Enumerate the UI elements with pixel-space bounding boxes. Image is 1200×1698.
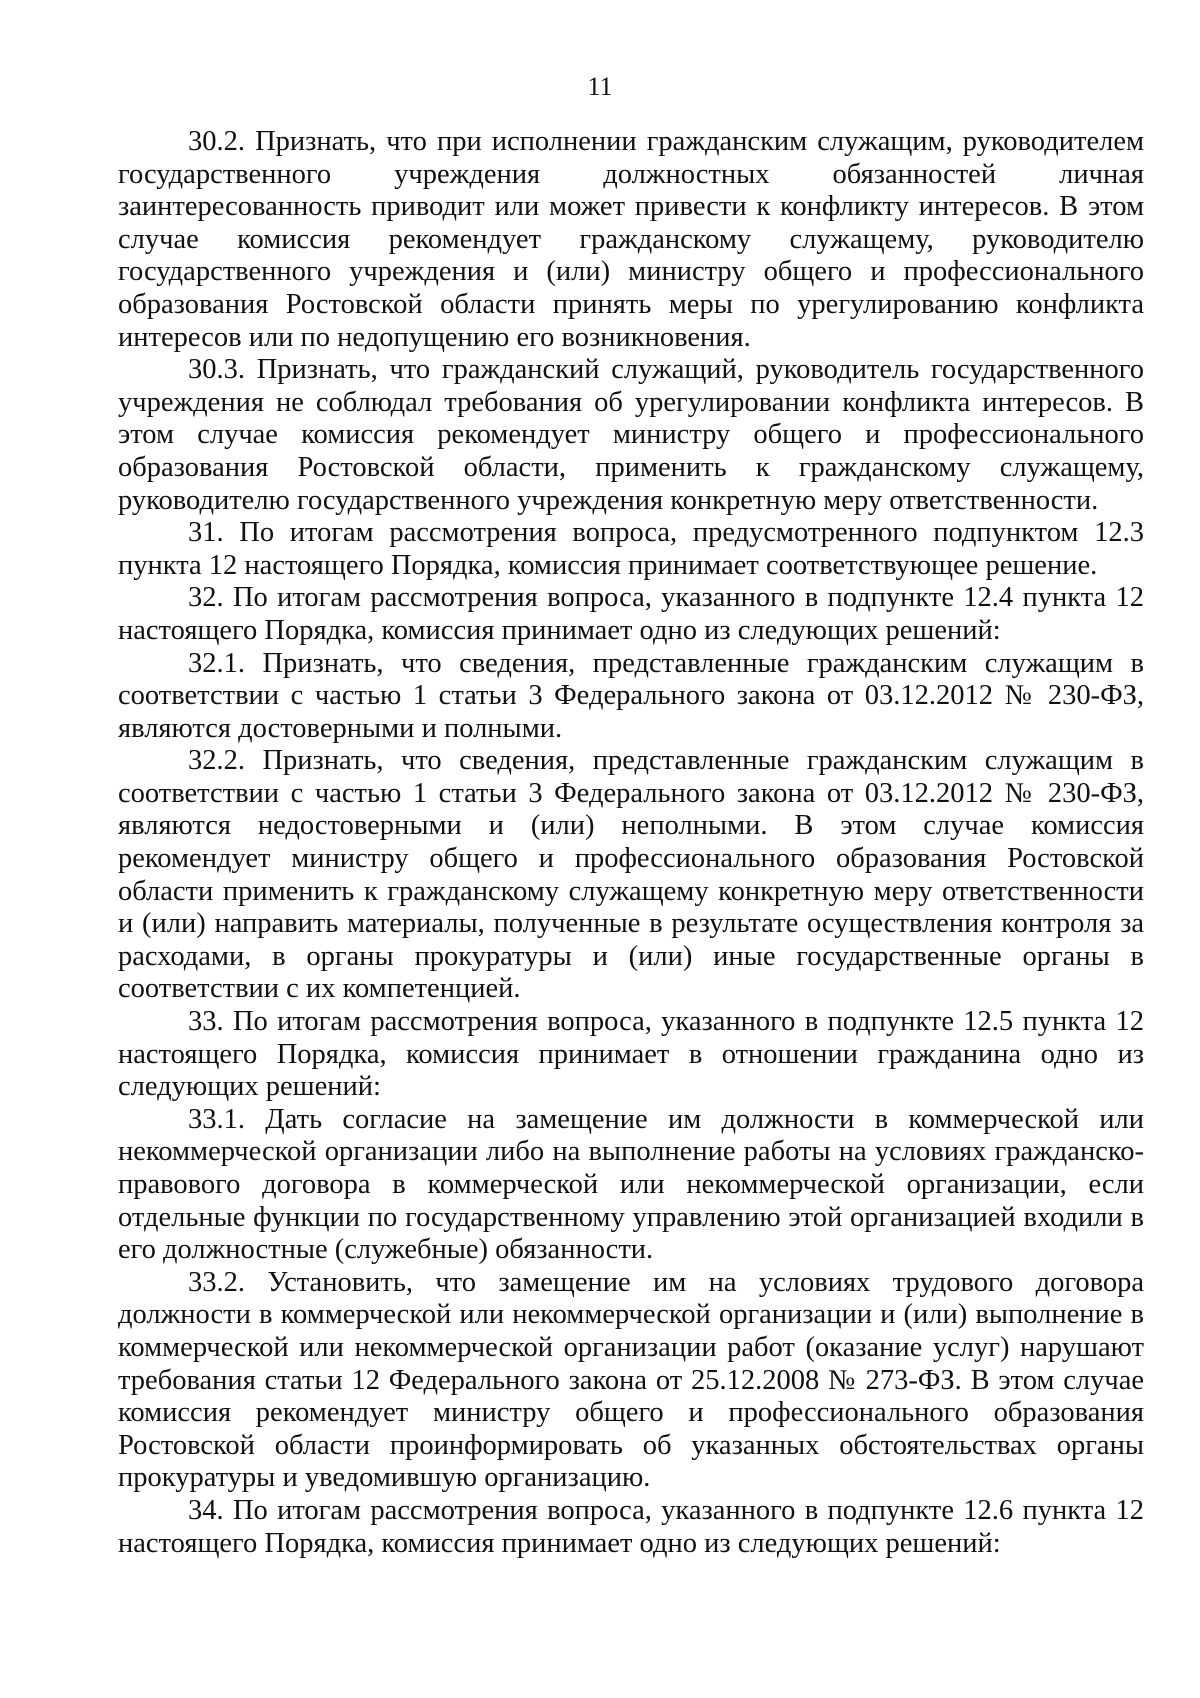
document-body — [118, 126, 1144, 1560]
paragraph-33-1: 33.1. Дать согласие на замещение им должности в коммерческой или некоммерческой организации либо на выполнение работы на условиях гражданско-правового договора в коммерческой или некоммерческой организации, если отдельные функции по государственному управлению этой организацией входили в его должностные (служебные) обязанности. — [118, 1103, 1144, 1266]
paragraph-33-2: 33.2. Установить, что замещение им на условиях трудового договора должности в коммерческой или некоммерческой организации и (или) выполнение в коммерческой или некоммерческой организации работ (оказание услуг) нарушают требования статьи 12 Федерального закона от 25.12.2008 № 273-ФЗ. В этом случае комиссия рекомендует министру общего и профессионального образования Ростовской области проинформировать об указанных обстоятельствах органы прокуратуры и уведомившую организацию. — [118, 1266, 1144, 1494]
paragraph-34: 34. По итогам рассмотрения вопроса, указанного в подпункте 12.6 пункта 12 настоящего Порядка, комиссия принимает одно из следующих решений: — [118, 1494, 1144, 1559]
paragraph-32: 32. По итогам рассмотрения вопроса, указанного в подпункте 12.4 пункта 12 настоящего Порядка, комиссия принимает одно из следующих решений: — [118, 582, 1144, 646]
page-number: 11 — [587, 72, 613, 101]
paragraph-30-3: 30.3. Признать, что гражданский служащий, руководитель государственного учреждения не соблюдал требования об урегулировании конфликта интересов. В этом случае комиссия рекомендует министру общего и профессионального образования Ростовской области, применить к гражданскому служащему, руководителю государственного учреждения конкретную меру ответственности. — [118, 354, 1144, 516]
paragraph-33: 33. По итогам рассмотрения вопроса, указанного в подпункте 12.5 пункта 12 настоящего Порядка, комиссия принимает в отношении гражданина одно из следующих решений: — [118, 1006, 1144, 1103]
paragraph-32-2: 32.2. Признать, что сведения, представленные гражданским служащим в соответствии с частью 1 статьи 3 Федерального закона от 03.12.2012 № 230-ФЗ, являются недостоверными и (или) неполными. В этом случае комиссия рекомендует министру общего и профессионального образования Ростовской области применить к гражданскому служащему конкретную меру ответственности и (или) направить материалы, полученные в результате осуществления контроля за расходами, в органы прокуратуры и (или) иные государственные органы в соответствии с их компетенцией. — [118, 745, 1144, 1005]
paragraph-32-1: 32.1. Признать, что сведения, представленные гражданским служащим в соответствии с частью 1 статьи 3 Федерального закона от 03.12.2012 № 230-ФЗ, являются достоверными и полными. — [118, 647, 1144, 744]
paragraph-31: 31. По итогам рассмотрения вопроса, предусмотренного подпунктом 12.3 пункта 12 настоящего Порядка, комиссия принимает соответствующее решение. — [118, 517, 1144, 581]
paragraph-30-2: 30.2. Признать, что при исполнении гражданским служащим, руководителем государственного учреждения должностных обязанностей личная заинтересованность приводит или может привести к конфликту интересов. В этом случае комиссия рекомендует гражданскому служащему, руководителю государственного учреждения и (или) министру общего и профессионального образования Ростовской области принять меры по урегулированию конфликта интересов или по недопущению его возникновения. — [118, 126, 1144, 353]
